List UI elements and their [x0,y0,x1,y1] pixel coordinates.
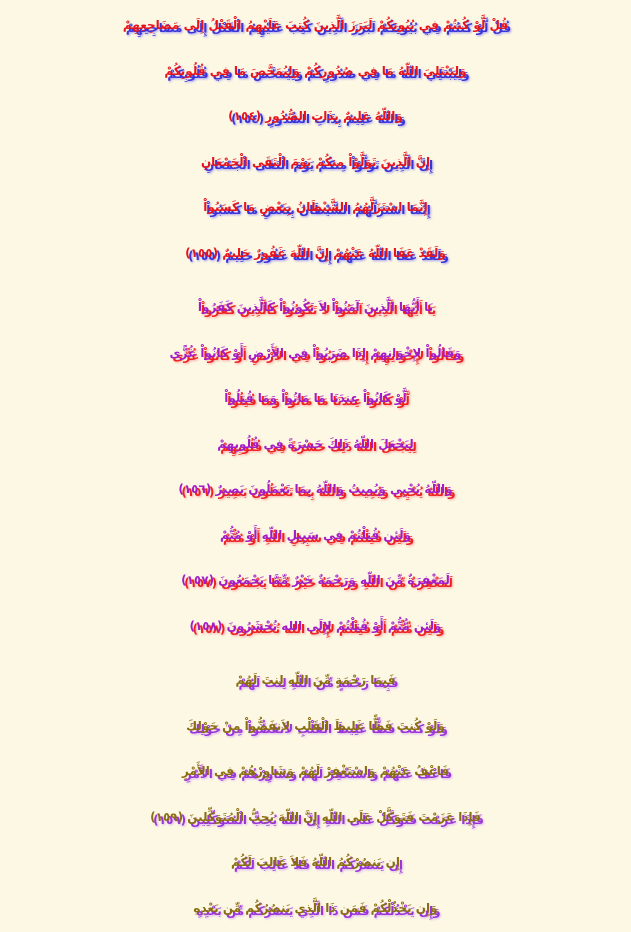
verse-line: وَلَوْ كُنتَ فَظًّا غَلِيظَ الْقَلْبِ لاَنفَضُّواْ مِنْ حَوْلِكَ [0,705,631,751]
verse-line: وَلَئِن مُّتُّمْ أَوْ قُتِلْتُمْ لإِلَى الله تُحْشَرُونَ (١٥٨) [0,605,631,651]
verse-line: لَّوْ كَانُواْ عِندَنَا مَا مَاتُواْ وَمَا قُتِلُواْ [0,377,631,423]
verse-line: قُلْ لَّوْ كُنتُمْ فِي بُيُوتِكُمْ لَبَرَزَ الَّذِينَ كُتِبَ عَلَيْهِمُ الْقَتْلُ إِلَى مَضَاجِعِهِمْ [0,4,631,50]
verse-line: يَا أَيُّهَا الَّذِينَ آمَنُواْ لاَ تَكُونُواْ كَالَّذِينَ كَفَرُواْ [0,286,631,332]
verse-line: فَإِذَا عَزَمْتَ فَتَوَكَّلْ عَلَى اللّهِ إِنَّ اللّهَ يُحِبُّ الْمُتَوَكِّلِينَ (١٥٩) [0,796,631,842]
verse-line: فَبِمَا رَحْمَةٍ مِّنَ اللّهِ لِنتَ لَهُمْ [0,659,631,705]
verse-line: وَلِيَبْتَلِيَ اللّهُ مَا فِي صُدُورِكُمْ وَلِيُمَحَّصَ مَا فِي قُلُوبِكُمْ [0,50,631,96]
verse-line: وَلَقَدْ عَفَا اللّهُ عَنْهُمْ إِنَّ اللّهَ غَفُورٌ حَلِيمٌ (١٥٥) [0,232,631,278]
stanza-1 [0,4,631,277]
verse-line: لِيَجْعَلَ اللّهُ ذَلِكَ حَسْرَةً فِي قُلُوبِهِمْ [0,423,631,469]
verse-line: وَإِن يَخْذُلْكُمْ فَمَن ذَا الَّذِي يَنصُرُكُم مِّن بَعْدِهِ [0,887,631,932]
verse-line: إِنَّ الَّذِينَ تَوَلَّوْاْ مِنكُمْ يَوْمَ الْتَقَى الْجَمْعَانِ [0,141,631,187]
verse-line: لَمَغْفِرَةٌ مِّنَ اللّهِ وَرَحْمَةٌ خَيْرٌ مِّمَّا يَجْمَعُونَ (١٥٧) [0,559,631,605]
verse-line: وَاللّهُ يُحْيِي وَيُمِيتُ وَاللّهُ بِمَا تَعْمَلُونَ بَصِيرٌ (١٥٦) [0,468,631,514]
stanza-2 [0,286,631,650]
verse-line: وَلَئِن قُتِلْتُمْ فِي سَبِيلِ اللّهِ أَوْ مُتُّمْ [0,514,631,560]
verse-line: إِن يَنصُرْكُمُ اللّهُ فَلاَ غَالِبَ لَكُمْ [0,841,631,887]
verse-line: وَاللّهُ عَلِيمٌ بِذَاتِ الصُّدُورِ (١٥٤) [0,95,631,141]
verse-line: فَاعْفُ عَنْهُمْ وَاسْتَغْفِرْ لَهُمْ وَشَاوِرْهُمْ فِي الأَمْرِ [0,750,631,796]
verse-line: إِنَّمَا اسْتَزَلَّهُمُ الشَّيْطَانُ بِبَعْضِ مَا كَسَبُواْ [0,186,631,232]
stanza-3 [0,659,631,932]
verse-line: وَقَالُواْ لإِخْوَانِهِمْ إِذَا ضَرَبُواْ فِي الأَرْضِ أَوْ كَانُواْ غُزًّى [0,332,631,378]
